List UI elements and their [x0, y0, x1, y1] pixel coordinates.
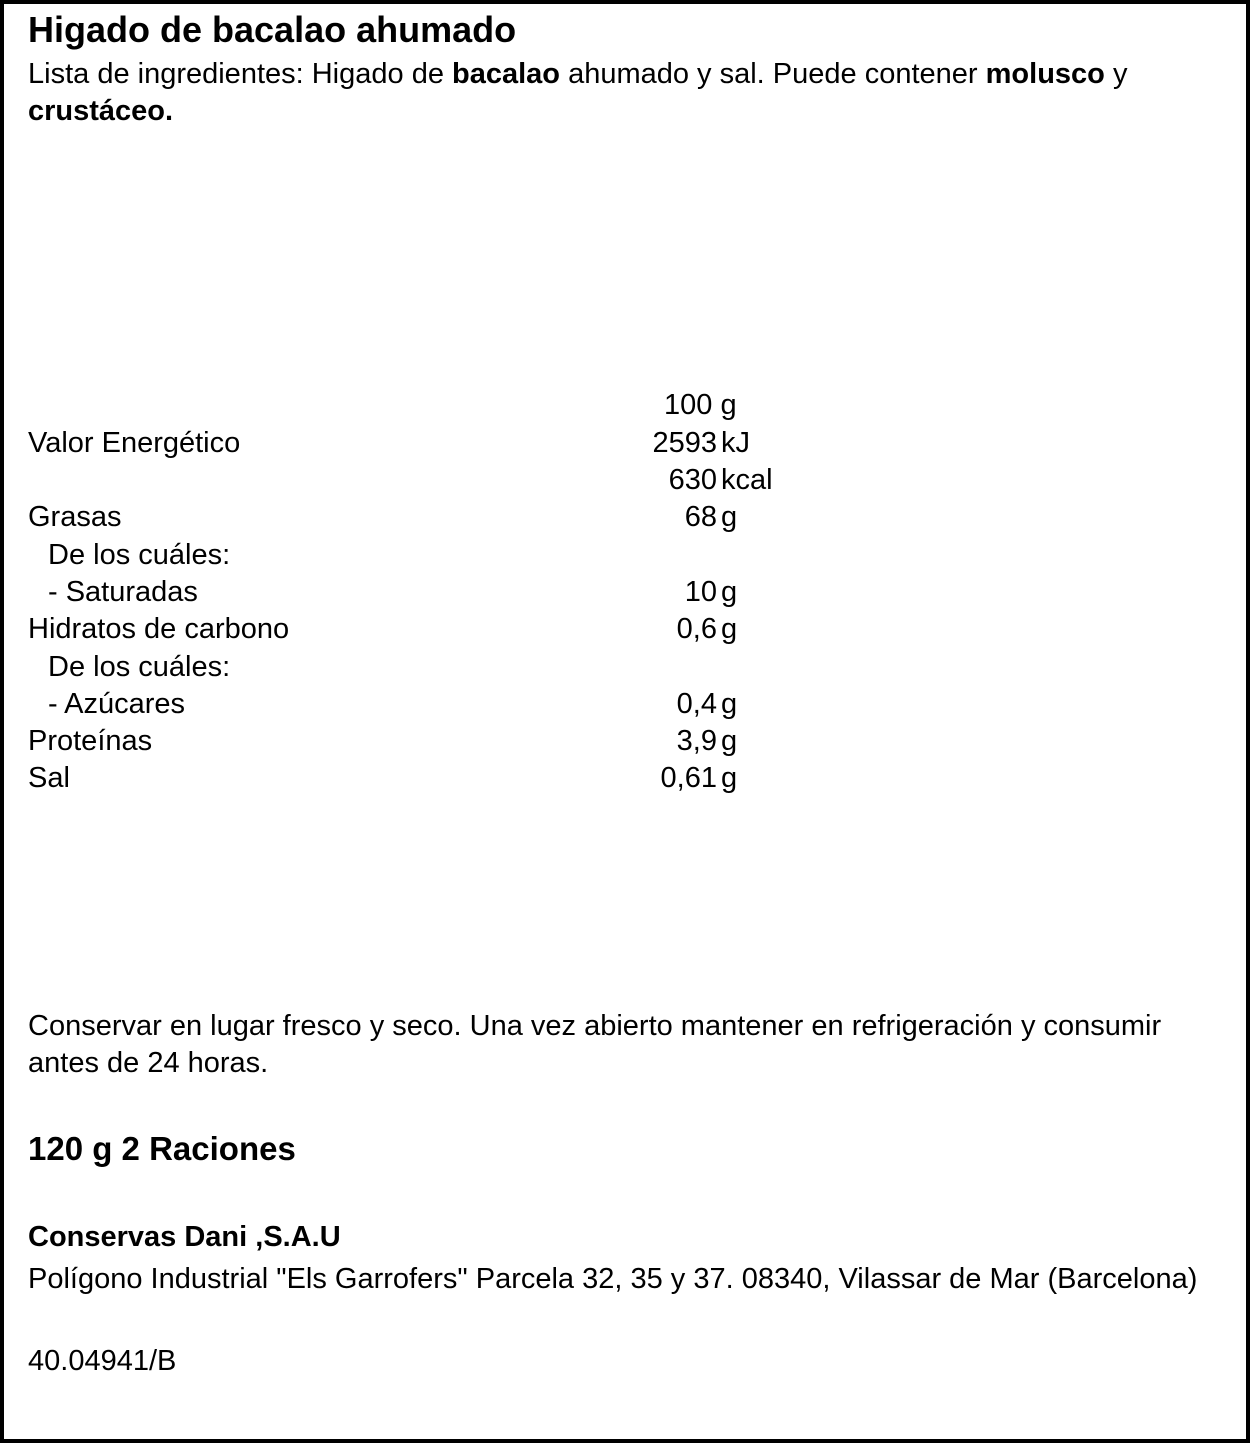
nutrition-value: 0,61: [660, 762, 717, 794]
nutrition-unit: g: [721, 613, 738, 645]
sanitary-registry: 40.04941/B: [28, 1345, 177, 1377]
nutrition-unit: g: [721, 576, 738, 608]
ingredients-prefix: Lista de ingredientes: Higado de: [28, 58, 453, 90]
storage-instructions: Conservar en lugar fresco y seco. Una vez abierto mantener en refrigeración y consumir antes de 24 horas.: [28, 1010, 1162, 1079]
nutrition-label: De los cuáles:: [48, 539, 231, 571]
product-title: Higado de bacalao ahumado: [28, 9, 517, 50]
ingredients-list: [28, 56, 1208, 130]
nutrition-unit: g: [721, 688, 738, 720]
nutrition-label: Hidratos de carbono: [28, 613, 290, 645]
allergen-bacalao: bacalao: [452, 58, 561, 90]
nutrition-label: - Saturadas: [48, 576, 198, 608]
nutrition-unit: g: [721, 501, 738, 533]
nutrition-value: 3,9: [676, 725, 717, 757]
nutrition-row-fat: [28, 498, 828, 536]
nutrition-row-of-which: [28, 536, 828, 574]
nutrition-value: 2593: [652, 427, 717, 459]
nutrition-value: 0,4: [676, 688, 717, 720]
nutrition-label: Valor Energético: [28, 427, 241, 459]
nutrition-value: 68: [684, 501, 717, 533]
nutrition-label: Grasas: [28, 501, 122, 533]
nutrition-unit: kcal: [721, 464, 773, 496]
nutrition-row-salt: [28, 759, 828, 797]
manufacturer-name: Conservas Dani ,S.A.U: [28, 1221, 341, 1253]
nutrition-value: 10: [684, 576, 717, 608]
allergen-crustaceo: crustáceo.: [28, 95, 174, 127]
nutrition-value: 630: [668, 464, 717, 496]
net-content: 120 g 2 Raciones: [28, 1130, 296, 1167]
nutrition-unit: g: [721, 725, 738, 757]
nutrition-unit: g: [721, 762, 738, 794]
ingredients-middle: ahumado y sal. Puede contener: [560, 58, 986, 90]
nutrition-row-saturated: [28, 573, 828, 611]
nutrition-label: - Azúcares: [48, 688, 185, 720]
nutrition-header: 100 g: [664, 389, 737, 421]
ingredients-join: y: [1104, 58, 1128, 90]
nutrition-value: 0,6: [676, 613, 717, 645]
nutrition-row-energy-kj: [28, 424, 828, 462]
nutrition-unit: kJ: [721, 427, 750, 459]
nutrition-row-protein: [28, 722, 828, 760]
allergen-molusco: molusco: [985, 58, 1105, 90]
manufacturer-address: Polígono Industrial "Els Garrofers" Parcela 32, 35 y 37. 08340, Vilassar de Mar (Barcelona): [28, 1263, 1198, 1295]
nutrition-row-carbohydrates: [28, 610, 828, 648]
nutrition-row-of-which: [28, 648, 828, 686]
nutrition-row-sugars: [28, 685, 828, 723]
nutrition-label: Proteínas: [28, 725, 153, 757]
nutrition-label: Sal: [28, 762, 70, 794]
nutrition-label: De los cuáles:: [48, 651, 231, 683]
nutrition-row-energy-kcal: [28, 461, 828, 499]
